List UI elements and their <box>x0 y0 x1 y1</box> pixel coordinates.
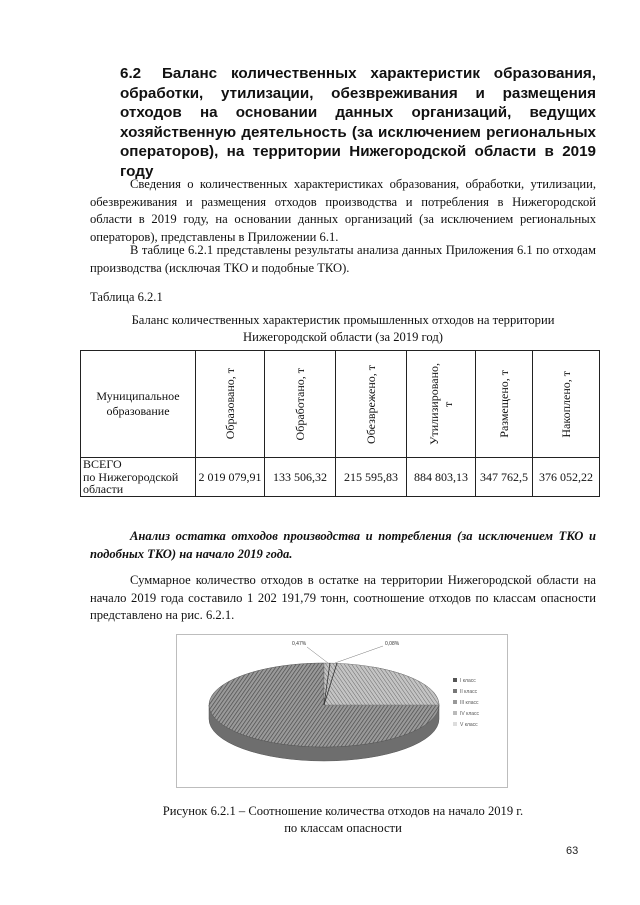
cell-processed: 133 506,32 <box>265 458 336 497</box>
section-number: 6.2 <box>120 65 142 82</box>
leader-line-a <box>307 647 328 663</box>
data-label-b: 0,08% <box>385 641 400 647</box>
row-label-line-1: ВСЕГО <box>83 457 122 471</box>
paragraph-2: В таблице 6.2.1 представлены результаты анализа данных Приложения 6.1 по отходам производства (исключая ТКО и подобные ТКО). <box>90 243 596 275</box>
header-utilized-text <box>427 363 455 445</box>
table-caption-line-1: Баланс количественных характеристик промышленных отходов на территории <box>131 313 555 327</box>
header-utilized-line-2: т <box>441 401 455 407</box>
table-row <box>81 458 600 497</box>
header-accumulated-text: Накоплено, т <box>559 370 573 438</box>
header-processed-text: Обработано, т <box>293 367 307 441</box>
legend-label-1: I класс <box>460 678 476 684</box>
header-formed-text: Образовано, т <box>223 368 237 440</box>
header-municipality: Муниципальное образование <box>81 351 196 458</box>
table-caption-line-2: Нижегородской области (за 2019 год) <box>243 330 443 344</box>
legend-label-5: V класс <box>460 722 478 728</box>
legend-swatch-5 <box>453 722 457 726</box>
row-label-line-2: по Нижегородской <box>83 469 179 484</box>
balance-table <box>80 350 600 497</box>
paragraph-1: Сведения о количественных характеристиках образования, обработки, утилизации, обезвреживания и размещения отходов производства и потребления в Нижегородской области в 2019 году, на основании данных организаций (за исключением региональных операторов), представлены в Приложении 6.1. <box>90 177 596 244</box>
analysis-heading: Анализ остатка отходов производства и потребления (за исключением ТКО и подобных ТКО) на начало 2019 года. <box>90 529 596 561</box>
legend-swatch-1 <box>453 678 457 682</box>
cell-utilized: 884 803,13 <box>407 458 476 497</box>
figure-caption-line-1: Рисунок 6.2.1 – Соотношение количества отходов на начало 2019 г. <box>162 804 524 818</box>
leader-line-b <box>335 646 383 663</box>
legend-swatch-2 <box>453 689 457 693</box>
cell-placed: 347 762,5 <box>476 458 533 497</box>
table-caption <box>90 312 596 346</box>
legend-label-4: IV класс <box>460 711 480 717</box>
header-formed <box>196 351 265 458</box>
table-header-row <box>81 351 600 458</box>
data-label-a: 0,47% <box>292 641 307 647</box>
row-label-line-3: области <box>83 482 124 496</box>
figure-caption <box>90 803 596 837</box>
header-placed-text: Размещено, т <box>497 370 511 438</box>
paragraph-3: Суммарное количество отходов в остатке на территории Нижегородской области на начало 2019 года составило 1 202 191,79 тонн, соотношение отходов по классам опасности представлено на рис. 6.2.1. <box>90 573 596 623</box>
header-utilized-line-1: Утилизировано, <box>427 363 441 445</box>
table-label: Таблица 6.2.1 <box>90 290 163 304</box>
header-processed <box>265 351 336 458</box>
chart-legend <box>453 678 480 728</box>
pie-slice-secondary <box>324 663 439 705</box>
header-neutralized <box>336 351 407 458</box>
page-number: 63 <box>566 845 579 857</box>
figure-caption-line-2: по классам опасности <box>284 821 402 835</box>
legend-swatch-4 <box>453 711 457 715</box>
pie-chart-svg <box>177 635 507 787</box>
cell-formed: 2 019 079,91 <box>196 458 265 497</box>
section-heading <box>120 64 596 181</box>
legend-label-2: II класс <box>460 689 478 695</box>
header-accumulated <box>533 351 600 458</box>
row-label <box>81 458 196 497</box>
section-title: Баланс количественных характеристик образования, обработки, утилизации, обезвреживания и размещения отходов на основании данных организаций, ведущих хозяйственную деятельность (за исключением региональных операторов), на территории Нижегородской области в 2019 году <box>120 65 596 180</box>
cell-accumulated: 376 052,22 <box>533 458 600 497</box>
header-neutralized-text: Обезврежено, т <box>364 364 378 444</box>
cell-neutralized: 215 595,83 <box>336 458 407 497</box>
legend-swatch-3 <box>453 700 457 704</box>
header-placed <box>476 351 533 458</box>
pie-chart-figure <box>176 634 508 788</box>
header-utilized <box>407 351 476 458</box>
legend-label-3: III класс <box>460 700 479 706</box>
